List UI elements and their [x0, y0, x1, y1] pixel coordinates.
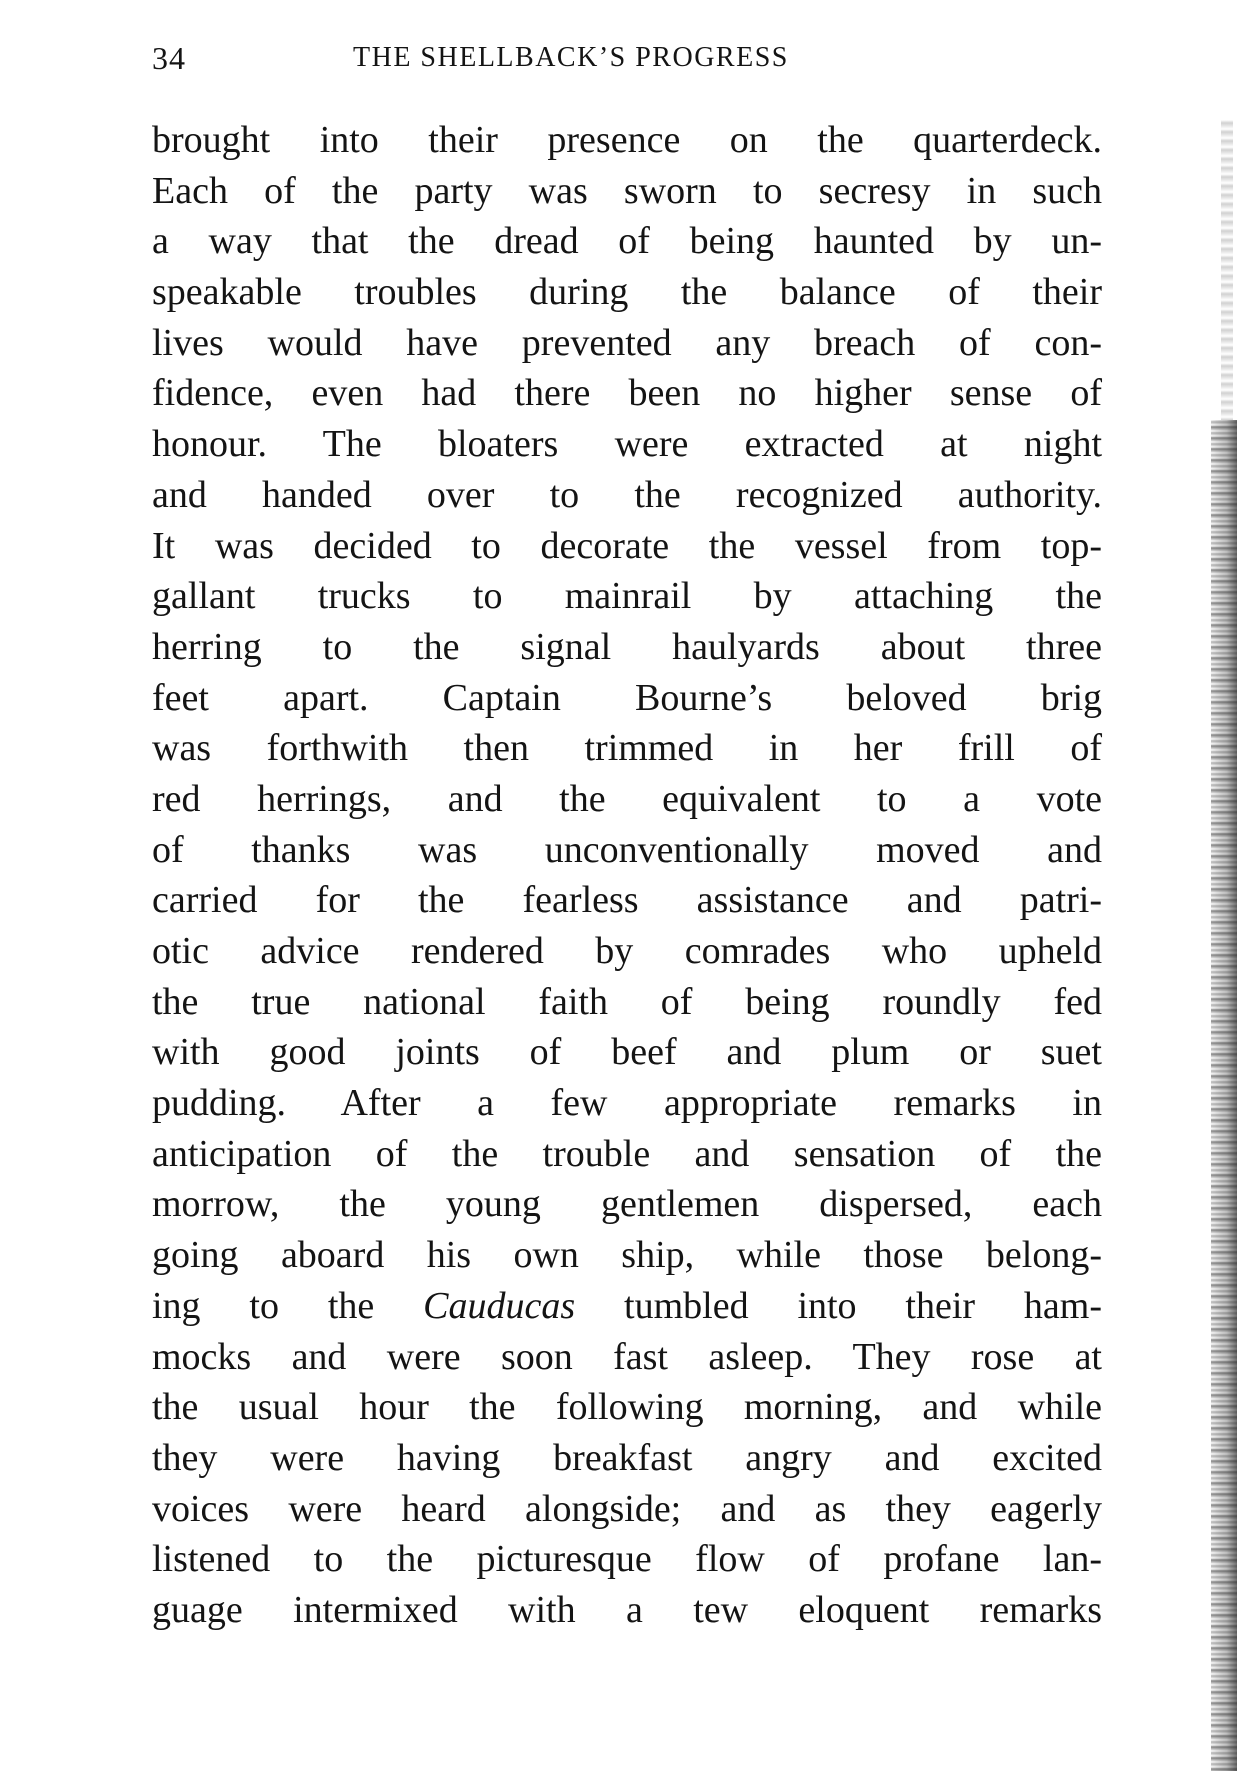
text-line: was forthwith then trimmed in her frill of — [152, 727, 1102, 770]
text-line: pudding. After a few appropriate remarks in — [152, 1082, 1102, 1125]
line-segment: tumbled into their ham- — [624, 1284, 1103, 1327]
text-line: of thanks was unconventionally moved and — [152, 828, 1102, 871]
page-edge-shadow-top — [1221, 120, 1233, 420]
text-line: gallant trucks to mainrail by attaching the — [152, 575, 1102, 618]
text-line: brought into their presence on the quarterdeck. — [152, 119, 1102, 161]
body-text — [152, 115, 1102, 1636]
page-number: 34 — [152, 40, 186, 76]
ship-name: Cauducas — [423, 1284, 576, 1327]
text-line: listened to the picturesque flow of profane lan- — [152, 1538, 1102, 1581]
text-line: they were having breakfast angry and excited — [152, 1436, 1102, 1479]
text-line: otic advice rendered by comrades who upheld — [152, 930, 1102, 972]
text-line: morrow, the young gentlemen dispersed, each — [152, 1183, 1102, 1226]
text-line: with good joints of beef and plum or suet — [152, 1031, 1102, 1074]
text-line: carried for the fearless assistance and patri- — [152, 879, 1102, 922]
text-line: guage intermixed with a tew eloquent remarks — [152, 1588, 1102, 1631]
text-line: feet apart. Captain Bourne’s beloved brig — [152, 676, 1102, 719]
page-edge-shadow — [1211, 420, 1237, 1771]
text-line: the true national faith of being roundly fed — [152, 980, 1102, 1023]
text-line-with-ship-name — [152, 1281, 1102, 1332]
text-line: going aboard his own ship, while those belong- — [152, 1234, 1102, 1277]
text-line: red herrings, and the equivalent to a vote — [152, 777, 1102, 820]
text-line: herring to the signal haulyards about three — [152, 625, 1102, 668]
text-line: a way that the dread of being haunted by un- — [152, 220, 1102, 263]
text-line: mocks and were soon fast asleep. They rose at — [152, 1335, 1102, 1378]
text-line: the usual hour the following morning, and while — [152, 1386, 1102, 1429]
text-line: speakable troubles during the balance of their — [152, 271, 1102, 314]
running-head: THE SHELLBACK’S PROGRESS — [353, 42, 789, 73]
text-line: and handed over to the recognized authority. — [152, 473, 1102, 516]
text-line: voices were heard alongside; and as they eagerly — [152, 1487, 1102, 1530]
text-line: anticipation of the trouble and sensation of the — [152, 1132, 1102, 1175]
page-header — [150, 36, 1100, 86]
text-line: lives would have prevented any breach of con- — [152, 321, 1102, 364]
text-line: It was decided to decorate the vessel from top- — [152, 524, 1102, 567]
text-line: honour. The bloaters were extracted at night — [152, 423, 1102, 466]
text-line: fidence, even had there been no higher sense of — [152, 372, 1102, 415]
line-segment: ing to the — [152, 1284, 375, 1327]
text-line: Each of the party was sworn to secresy in such — [152, 169, 1102, 212]
